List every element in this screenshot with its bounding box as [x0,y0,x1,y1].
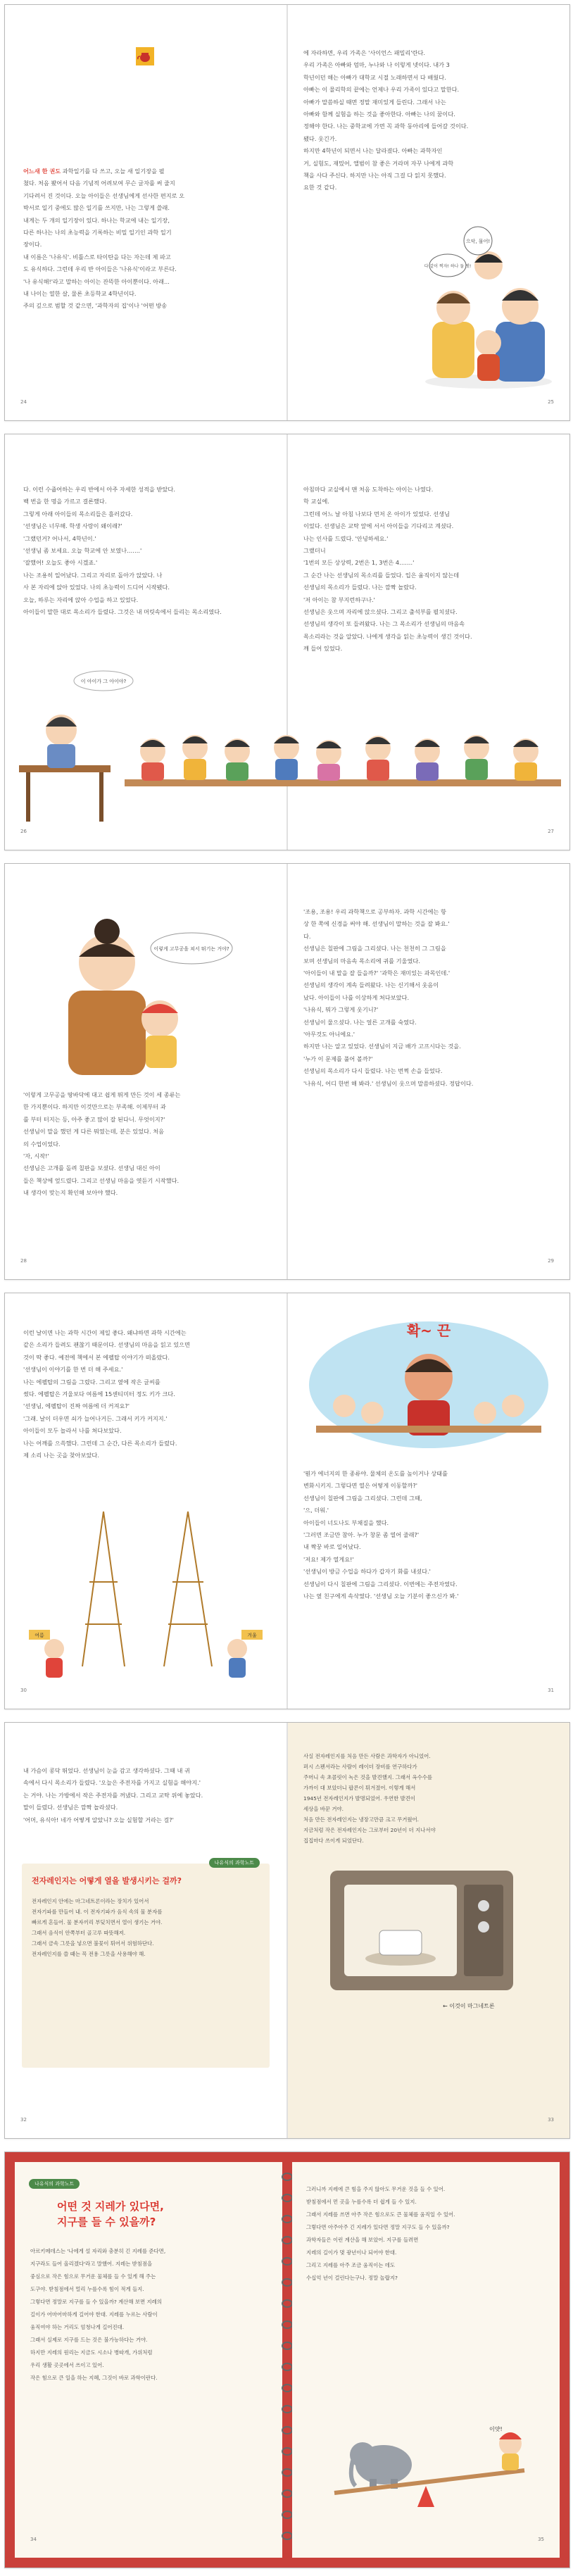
text-line: 보며 선생님의 마음속 목소리에 귀를 기울였다. [303,957,420,965]
text-line: 지구라도 들어 올리겠다'라고 말했어. 지레는 받침점을 [30,2261,153,2267]
text-line: 움직여야 하는 거리도 엄청나게 길어진대. [30,2324,125,2330]
microwave-diagram [323,1864,534,2025]
text-line: 책을 사다 주신다. 하지만 나는 아직 그걸 다 읽지 못했다. [303,172,446,180]
text-line: 전자레인지를 쓸 때는 꼭 전용 그릇을 사용해야 해. [32,1951,146,1957]
text-line: 박서로 일기 중에도 많은 일기를 쓰지만, 나는 그렇게 쓸래. [23,204,170,212]
page-number: 27 [548,829,554,834]
text-line: '나유식, 어디 한번 해 봐라.' 선생님이 웃으며 말씀하셨다. 정답이다. [303,1079,474,1087]
text-line: 처음 만든 전자레인지는 냉장고만큼 크고 무거웠어. [303,1816,420,1823]
text-line: 다른 하나는 나의 초능력을 기록하는 비밀 일기인 과학 일기 [23,229,172,237]
text-line: 그렇게 아래 아이들의 목소리들은 흘러갔다. [23,510,133,517]
text-line: '선생님 좀 보세요. 오늘 학교에 안 보였나…….' [23,547,142,555]
text-line: 집집마다 쓰이게 되었단다. [303,1837,364,1844]
text-line: 아르키메데스는 '나에게 설 자리와 충분히 긴 지레를 준다면, [30,2248,166,2254]
text-line: 그래서 실제로 지구를 드는 것은 불가능하다는 거야. [30,2337,148,2343]
text-line: 과학자들은 이런 계산을 해 보았어. 지구를 들려면 [306,2237,419,2243]
book-spread-4 [4,1293,570,1709]
text-line: 세상을 바꾼 거야. [303,1806,344,1812]
text-line: 다. [303,932,311,940]
text-line: '나유식, 뭐가 그렇게 웃기니?' [303,1006,379,1014]
text-line: 도 유식하다. 그런데 우리 반 아이들은 '나유식'이라고 부른다. [23,265,177,273]
text-line: 지금처럼 작은 전자레인지는 그로부터 20년이 더 지나서야 [303,1827,436,1833]
text-line: 선생님의 생각이 계속 들려왔다. 나는 신기해서 웃음이 [303,981,439,989]
text-line: 내 가슴이 콩닥 뛰었다. 선생님이 눈을 감고 생각하셨다. 그때 내 귀 [23,1767,190,1774]
text-line: 백 번을 한 명을 가르고 결론했다. [23,498,107,505]
text-line: '어머, 유식아! 네가 어떻게 알았니? 오늘 실험할 거라는 걸?' [23,1816,174,1823]
text-line: 들은 책상에 엎드렸다. 그리고 선생님 마음을 엿듣기 시작했다. [23,1176,180,1184]
text-line: 그 순간 나는 선생님의 목소리를 들었다. 입은 움직이지 않는데 [303,571,460,579]
text-line: 하지만 지레의 원리는 지금도 시소나 병따개, 가위처럼 [30,2349,153,2356]
text-line: 주머니 속 초콜릿이 녹은 것을 발견했지. 그래서 옥수수를 [303,1774,433,1780]
lead-text: 어느새 한 권도 [23,168,61,175]
text-line: 어느새 한 권도 과학일기를 다 쓰고, 오늘 새 일기장을 펼 [23,168,165,175]
page-number: 29 [548,1258,554,1264]
text-line: 주의 깊으로 범할 것 같으면, '과학자의 집'이나 '어떤 방송 [23,302,168,310]
text-line: '아이들이 내 말을 잘 들을까?' '과학은 재미있는 과목인데.' [303,969,451,977]
text-line: 내 나이는 열한 살, 물론 초등학교 4학년이다. [23,290,137,298]
text-line: 선생님은 고개를 돌려 칠판을 보셨다. 선생님 대신 아이 [23,1164,160,1172]
text-line: 사 본 자리에 앉아 있었다. 나의 초능력이 드디어 시작됐다. [23,584,170,591]
text-line: 중심으로 작은 힘으로 무거운 물체를 들 수 있게 해 주는 [30,2273,156,2280]
speech-bubble-text: 다 같이 찍자! 하나 둘 셋! [424,264,472,269]
text-line: 선생님은 칠판에 그림을 그리셨다. 나는 천천히 그 그림을 [303,945,446,953]
page-left [5,864,286,1279]
note-tag: 나유식의 과학노트 [29,2179,80,2189]
text-line: 1945년 전자레인지가 발명되었어. 우연한 발견이 [303,1795,416,1802]
note-title-line-2: 지구를 들 수 있을까? [57,2216,156,2228]
text-line: 이런 날이면 나는 과학 시간이 제일 좋다. 왜냐하면 과학 시간에는 [23,1329,187,1336]
text-line: 선생님이 말을 했던 게 다른 뭐였는데, 분은 있었다. 처음 [23,1128,165,1136]
text-line: 것이 딱 좋다. 예전에 책에서 본 에펠탑 이야기가 떠올랐다. [23,1353,170,1361]
text-line: '1번의 모든 상상력, 2번은 1, 3번은 4…….' [303,559,415,567]
science-note-box [22,1860,270,2068]
text-line: 말이 들렸다. 선생님은 깜짝 놀라셨다. [23,1804,118,1811]
text-line: 의 수업이었다. [23,1140,61,1148]
text-line: 아침마다 교실에서 맨 처음 도착하는 아이는 나였다. [303,486,434,493]
family-photo-illustration [418,216,559,392]
page-number: 26 [20,829,27,834]
speech-bubble-text: 이렇게 고무공을 쳐서 뛰기는 거야? [153,946,229,952]
note-title-line-1: 어떤 것 지레가 있다면, [57,2200,164,2213]
page-right [288,1293,569,1709]
text-line: '누가 이 문제를 풀어 볼까?' [303,1055,373,1062]
text-line: 선생님의 목소리가 들렸다. 나는 깜짝 놀랐다. [303,584,417,591]
text-line: 그래서 음식이 안쪽부터 골고루 따뜻해져. [32,1930,126,1936]
pot-icon [136,47,154,65]
text-line: 같은 소리가 들려도 괜찮기 때문이다. 선생님의 마음을 읽고 있으면 [23,1341,190,1349]
text-line: 선생님의 생각이 또 들려왔다. 나는 그 목소리가 선생님의 마음속 [303,620,465,628]
page-left [15,2162,282,2558]
text-line: 거, 실험도, 재밌어, 앨범이 참 좋은 거라며 자꾸 나에게 과학 [303,159,454,167]
page-number: 30 [20,1688,27,1693]
text-line: 그런데 어느 날 아침 나보다 먼저 온 아이가 있었다. 선생님 [303,510,450,517]
page-number: 28 [20,1258,27,1264]
page-left [5,5,286,420]
page-right [288,1723,569,2138]
text-line: 를 부터 터지는 등, 아주 좋고 많이 잘 된다니. 무엇이지?' [23,1115,165,1123]
text-line: 깨 들어 있었다. [303,645,343,653]
text-line: 그러니까 지레에 큰 힘을 주지 않아도 무거운 것을 들 수 있어. [306,2186,446,2192]
text-line: 학 교실에. [303,498,329,505]
text-line: 받침점에서 먼 곳을 누를수록 더 쉽게 들 수 있지. [306,2199,417,2205]
text-line: 나는 옆 친구에게 속삭였다. '선생님 오늘 기분이 좋으신가 봐.' [303,1592,459,1600]
page-number: 25 [548,399,554,405]
text-line: 목소리라는 것을 알았다. 나에게 생각을 읽는 초능력이 생긴 것이다. [303,632,472,640]
book-spread-2 [4,434,570,850]
text-line: '아무것도 아니에요.' [303,1031,355,1038]
text-line: 기다려서 진 것이다. 오늘 아이들은 선생님에게 선사한 편지로 오 [23,191,185,199]
text-line: 내 이름은 '나유식'. 비틀스로 타이탄을 다는 자는데 제 파고 [23,253,171,260]
text-line: 그렇다면 아주아주 긴 지레가 있다면 정말 지구도 들 수 있을까? [306,2224,450,2230]
text-line: '그러면 조금만 참아. 누가 창문 좀 열어 줄래?' [303,1531,420,1539]
text-line: 그랬더니 [303,547,326,555]
text-line: 선생님이 물으셨다. 나는 얼른 고개를 숙였다. [303,1018,417,1026]
book-spread-6 [4,2151,570,2568]
page-number: 33 [548,2117,554,2123]
lever-elephant-illustration [320,2387,539,2528]
winter-label: 겨울 [247,1633,257,1638]
text-line: 퍼시 스펜서라는 사람이 레이더 장비를 연구하다가 [303,1764,417,1770]
text-line: 작은 힘으로 큰 일을 하는 지혜, 그것이 바로 과학이란다. [30,2375,158,2381]
page-left [5,1723,286,2138]
text-line: 변화시키지. 그렇다면 열은 어떻게 이동할까?' [303,1482,417,1490]
text-line: '그랬던거? 어나서, 4학년이.' [23,534,96,542]
text-line: 수십억 년이 걸린다는구나. 정말 놀랍지? [306,2275,398,2281]
text-line: 하지만 나는 알고 있었다. 선생님이 지금 배가 고프시다는 것을. [303,1043,461,1050]
text-line: 났다. 아이들이 나를 이상하게 쳐다보았다. [303,993,410,1001]
text-line: 하지만 4학년이 되면서 나는 달라졌다. 아빠는 과학자인 [303,147,443,155]
text-line: '뭔가 에너지의 한 종류야. 물체의 온도를 높이거나 상태를 [303,1470,448,1477]
text-line: 내게는 두 개의 일기장이 있다. 하나는 학교에 내는 일기장, [23,216,170,224]
text-line: '선생님이 방금 수업을 하다가 갑자기 화를 내셨다.' [303,1568,431,1576]
text-line: 그래서 지레를 쓰면 아주 작은 힘으로도 큰 물체를 움직일 수 있어. [306,2211,455,2218]
text-line: 내 생각이 맞는지 확인해 보아야 했다. [23,1189,118,1197]
text-line: '으, 더워.' [303,1507,329,1514]
page-number: 24 [20,399,27,405]
text-line: 상 한 쪽에 신경을 써야 해. 선생님이 말하는 것을 잘 봐요.' [303,920,450,928]
text-line: 나는 인사를 드렸다. '안녕하세요.' [303,534,389,542]
text-line: '저 아이는 참 부지런하구나.' [303,596,375,603]
text-line: '선생님이 이야기를 한 번 더 해 주세요.' [23,1366,123,1374]
text-line: 선생님이 다시 칠판에 그림을 그리셨다. 이번에는 주전자였다. [303,1580,458,1588]
text-line: 됐다. 웃긴가. [303,134,337,142]
text-line: 그리고 지레를 아주 조금 움직이는 데도 [306,2262,395,2268]
speech-bubble-text: 이 아이가 그 아이야? [80,679,127,684]
classroom-illustration [5,660,569,836]
text-line: '선생님, 에펠탑이 진짜 여름에 더 커져요?' [23,1402,130,1410]
page-right [288,864,569,1279]
text-line: 아빠는 이 물리학의 끝에는 언제나 우리 가족이 있다고 말한다. [303,86,460,94]
angry-teacher-illustration [302,1307,555,1455]
text-line: '선생님은 너무해. 학생 사랑이 왜이래?' [23,522,122,530]
text-line: '저요! 제가 열게요!' [303,1555,354,1563]
text-line: 한 가지뿐이다. 하지만 이것만으로는 부족해. 이제부터 과 [23,1103,166,1111]
book-spread-1 [4,4,570,421]
text-line: 선생님은 웃으며 자리에 앉으셨다. 그리고 출석부를 펼치셨다. [303,608,458,616]
sound-effect-title: 확~ 끈 [406,1322,451,1339]
text-line: 사실 전자레인지를 처음 만든 사람은 과학자가 아니었어. [303,1753,431,1759]
text-line: 선생님이 칠판에 그림을 그리셨다. 그런데 그때, [303,1494,422,1502]
kid-exclamation: 이얏! [489,2426,503,2432]
page-number: 32 [20,2117,27,2123]
note-title: 전자레인지는 어떻게 열을 발생시키는 걸까? [32,1876,182,1885]
text-line: '그래. 날이 더우면 쇠가 늘어나거든. 그래서 키가 커지지.' [23,1414,168,1422]
text-line: 속에서 다시 목소리가 들렸다. '오늘은 주전자를 가지고 실험을 해야지.' [23,1779,201,1787]
text-line: '잘했어! 오늘도 좋아 시겠죠.' [23,559,98,567]
text-line: 우리 생활 곳곳에서 쓰이고 있어. [30,2362,104,2368]
text-line: 는 거야. 나는 가방에서 작은 주전자를 꺼냈다. 그리고 교탁 위에 놓았다. [23,1791,203,1799]
text-line: 가까이 대 보았더니 팝콘이 튀겨졌어. 이렇게 해서 [303,1785,416,1791]
text-line: '조용, 조용! 우리 과학책으로 공부하자. 과학 시간에는 항 [303,908,446,915]
page-number: 31 [548,1688,554,1693]
text-line: 내 짝꿍 바로 일어났다. [303,1543,361,1551]
page-right [292,2162,560,2558]
note-tag: 나유식의 과학노트 [209,1858,260,1868]
text-line: 아이들이 너도나도 부채질을 했다. [303,1519,389,1526]
text-line: 나는 어깨를 으쓱했다. 그런데 그 순간, 다른 목소리가 들렸다. [23,1439,177,1447]
text-line: 이었다. 선생님은 교탁 앞에 서서 아이들을 기다리고 계셨다. [303,522,454,530]
teacher-and-boy-illustration [47,906,244,1082]
text-line: 에 자라하면, 우리 가족은 '사이언스 패밀리'란다. [303,49,425,56]
text-line: 우리 가족은 아빠와 엄마, 누나와 나 이렇게 넷이다. 내가 3 [303,61,450,69]
text-line: 제 소리 나는 곳을 찾아보았다. [23,1452,99,1459]
speech-bubble-text: 으악, 물어! [465,239,491,244]
text-line: '나 유식해!'라고 말하는 아이는 잔뜩한 아이뿐이다. 아래... [23,277,170,285]
text-line: 썼다. 에펠탑은 겨울보다 여름에 15센티미터 정도 키가 크다. [23,1390,175,1398]
book-spread-3 [4,863,570,1280]
text-line: 전자레인지 안에는 마그네트론이라는 장치가 있어서 [32,1898,149,1904]
magnetron-label: ← 이것이 마그네트론 [443,2003,495,2009]
text-line: 장이다. [23,241,42,249]
page-number: 35 [538,2537,544,2542]
text-line: 그렇다면 정말로 지구를 들 수 있을까? 계산해 보면 지레의 [30,2299,162,2305]
text-line: 빠르게 흔들어. 물 분자끼리 부딪치면서 열이 생기는 거야. [32,1919,163,1925]
text-line: 아빠와 함께 실험을 하는 것을 좋아한다. 아빠는 나의 꿈이다. [303,111,455,118]
text-line: 나는 에펠탑의 그림을 그렸다. 그리고 옆에 작은 글씨를 [23,1378,160,1386]
text-line: 학년이던 해는 아빠가 대학교 시절 노래하면서 다 배웠다. [303,73,446,81]
text-line: 요한 것 같다. [303,184,337,191]
page-number: 34 [30,2537,37,2542]
text-line: 다. 이런 수줍어하는 우리 반에서 아주 자세한 성적을 받았다. [23,486,175,493]
summer-label: 여름 [34,1633,44,1638]
text-line: '자, 시작!' [23,1152,49,1160]
page-right [288,5,569,420]
text-line: 길이가 어마어마하게 길어야 한대. 지레를 누르는 사람이 [30,2311,158,2318]
text-line: 그래서 금속 그릇을 넣으면 불꽃이 튀어서 위험하단다. [32,1940,154,1947]
text-line: 아이들이 말한 대로 목소리가 들렸다. 그것은 내 머릿속에서 들리는 목소리였다. [23,608,222,616]
text-line: 나는 조용히 일어났다. 그리고 자리로 돌아가 앉았다. 나 [23,571,163,579]
text-line: 도구야. 받침점에서 멀리 누를수록 힘이 적게 들지. [30,2286,144,2292]
text-line: 지레의 길이가 몇 광년이나 되어야 한대. [306,2249,397,2256]
text-line: 정해야 한다. 나는 중학교에 가면 꼭 과학 동아리에 들어갈 것이다. [303,122,469,130]
text-line: 쳤다. 처음 봤어서 다음 기념적 어려보여 무슨 글자를 써 줄지 [23,180,175,187]
text-line: 아빠가 말씀하실 때면 정말 재미있게 들린다. 그래서 나는 [303,98,446,106]
text-line: 아이들이 모두 놀라서 나를 쳐다보았다. [23,1427,122,1435]
eiffel-tower-illustration [26,1497,265,1680]
book-spread-5 [4,1722,570,2139]
text-line: 전자기파를 만들어 내. 이 전자기파가 음식 속의 물 분자를 [32,1909,163,1915]
text-line: '이렇게 고무공을 땅바닥에 대고 쉽게 뛰게 만든 것이 세 종류는 [23,1091,181,1098]
text-line: 선생님의 목소리가 다시 들렸다. 나는 번쩍 손을 들었다. [303,1067,443,1075]
text-line: 오늘, 하루는 자리에 앉아 수업을 하고 있었다. [23,596,139,603]
page-left [5,1293,286,1709]
